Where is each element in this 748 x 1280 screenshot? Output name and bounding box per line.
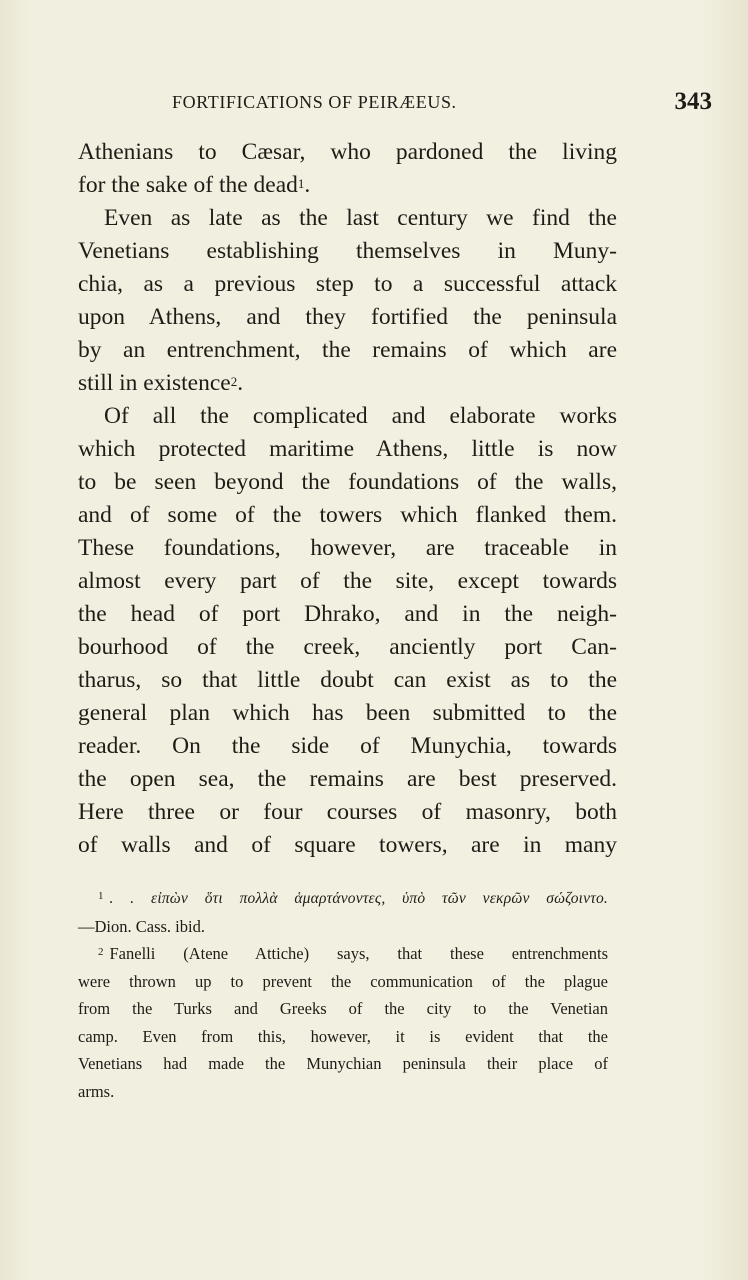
footnote-2-line: arms. [78, 1081, 115, 1101]
text-line: and of some of the towers which flanked them. [78, 502, 617, 528]
text-line: Even as late as the last century we find the [104, 205, 617, 231]
text-line: Venetians establishing themselves in Muny- [78, 238, 617, 264]
text-line: which protected maritime Athens, little is now [78, 436, 617, 462]
footnote-1-source: —Dion. Cass. ibid. [78, 916, 205, 936]
text-line: by an entrenchment, the remains of which are [78, 337, 617, 363]
footnote-2-line: $^2$ Fanelli (Atene Attiche) says, that these entrenchments [98, 944, 608, 963]
text-line: Athenians to Cæsar, who pardoned the living [78, 139, 617, 165]
text-line: upon Athens, and they fortified the peninsula [78, 304, 617, 330]
text-line: the head of port Dhrako, and in the neigh- [78, 601, 617, 627]
text-line: bourhood of the creek, anciently port Can- [78, 634, 617, 660]
body-text [78, 136, 617, 862]
footnote-2-mark: 2 [98, 946, 104, 958]
footnote-2-line: Venetians had made the Munychian peninsula their place of [78, 1054, 608, 1073]
text-line: still in existence$^2$. [78, 370, 244, 396]
text-line: Here three or four courses of masonry, both [78, 799, 617, 825]
text-line: reader. On the side of Munychia, towards [78, 733, 617, 759]
paragraph-2 [78, 202, 617, 400]
running-head [78, 90, 712, 120]
page-number: 343 [674, 88, 712, 115]
footnote-2-line: camp. Even from this, however, it is evident that the [78, 1026, 608, 1046]
running-head-title: FORTIFICATIONS OF PEIRÆEUS. [172, 92, 457, 112]
text-line: for the sake of the dead$^1$. [78, 172, 311, 198]
footnote-1-greek: $^1$ . . εἰπὼν ὅτι πολλὰ ἁμαρτάνοντες, ὑπὸ τῶν νεκρῶν σώζοιντο. [98, 890, 608, 907]
text-line: tharus, so that little doubt can exist as to the [78, 667, 617, 693]
footnote-2-line: from the Turks and Greeks of the city to the Venetian [78, 999, 608, 1018]
footnotes [78, 884, 608, 1105]
footnote-1-mark: 1 [98, 890, 104, 902]
text-line: the open sea, the remains are best preserved. [78, 766, 617, 792]
footnote-ref-2: 2 [230, 374, 238, 389]
paragraph-3 [78, 400, 617, 862]
text-line: of walls and of square towers, are in many [78, 832, 617, 858]
footnote-2-line: were thrown up to prevent the communication of the plague [78, 971, 608, 991]
text-line: almost every part of the site, except towards [78, 568, 617, 594]
text-line: These foundations, however, are traceable in [78, 535, 617, 561]
paragraph-1 [78, 136, 617, 202]
text-line: to be seen beyond the foundations of the walls, [78, 469, 617, 495]
footnote-ref-1: 1 [297, 176, 305, 191]
text-line: general plan which has been submitted to the [78, 700, 617, 726]
text-line: chia, as a previous step to a successful attack [78, 271, 617, 297]
text-line: Of all the complicated and elaborate works [104, 403, 617, 429]
